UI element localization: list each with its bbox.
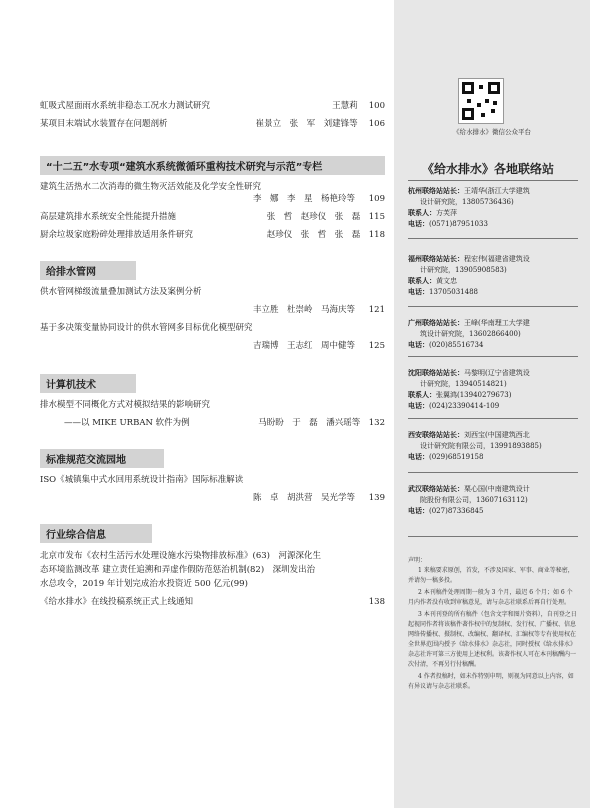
notice-item: 2 本刊稿件处理周期一般为 3 个月，最迟 6 个月；如 6 个月内作者没有收到审稿意见，请与杂志社联系后再自行处理。 xyxy=(408,589,573,606)
section-heading: 给排水管网 xyxy=(40,261,136,280)
news-line: 态环境监测改革 建立责任追溯和弄虚作假防范惩治机制(82) 深圳发出治 xyxy=(40,565,316,575)
notice-title: 声明： xyxy=(408,557,427,564)
toc-entry[interactable] xyxy=(40,229,385,241)
toc-title: 某项目末端试水装置存在问题剖析 xyxy=(40,119,168,129)
industry-news xyxy=(40,549,385,609)
toc-page: 138 xyxy=(368,597,385,607)
toc-entry[interactable] xyxy=(40,474,385,504)
toc-page: 125 xyxy=(368,341,385,351)
station-shenyang: 沈阳联络站站长：马黎明(辽宁省建筑设 计研究院，13940514821) 联系人：张翼鸿(13940279673) 电话：(024)23390414-109 xyxy=(408,369,530,410)
toc-page: 109 xyxy=(368,194,385,204)
toc-page: 139 xyxy=(368,493,385,503)
toc-authors: 张 哲 赵珍仪 张 磊 xyxy=(266,212,361,222)
station-guangzhou: 广州联络站站长：王峰(华南理工大学建 筑设计研究院，13602866400) 电话：(020)85516734 xyxy=(408,319,530,349)
toc-entry[interactable] xyxy=(40,399,385,429)
toc-authors: 王慧莉 xyxy=(332,101,358,111)
divider xyxy=(408,356,578,357)
station-xian: 西安联络站站长：刘西宝(中国建筑西北 设计研究院有限公司，13991893885) 电话：(029)68519158 xyxy=(408,431,542,461)
station-wuhan: 武汉联络站站长：栗心国(中南建筑设计 院股份有限公司，13607163112) 电话：(027)87336845 xyxy=(408,485,530,515)
table-of-contents xyxy=(40,100,385,609)
notice-item: 1 来稿要求原创，首发，不涉及国家、军事、商业等秘密，并请勿一稿多投。 xyxy=(408,567,574,584)
toc-page: 106 xyxy=(368,119,385,129)
news-line: 水总攻令，2019 年计划完成治水投资近 500 亿元(99) xyxy=(40,579,248,589)
toc-entry[interactable] xyxy=(40,595,385,609)
toc-entry[interactable] xyxy=(40,100,385,112)
sidebar-title: 《给水排水》各地联络站 xyxy=(422,162,555,176)
toc-title: 虹吸式屋面雨水系统非稳态工况水力测试研究 xyxy=(40,101,211,111)
qr-caption: 《给水排水》微信公众平台 xyxy=(453,128,531,136)
toc-entry[interactable] xyxy=(40,118,385,130)
toc-title: 基于多决策变量协同设计的供水管网多目标优化模型研究 xyxy=(40,323,253,333)
section-heading: 标准规范交流园地 xyxy=(40,449,164,468)
divider xyxy=(408,306,578,307)
section-heading: “十二五”水专项“建筑水系统微循环重构技术研究与示范”专栏 xyxy=(40,156,385,175)
toc-title: 供水管网梯级流量叠加测试方法及案例分析 xyxy=(40,287,202,297)
station-fuzhou: 福州联络站站长：程宏伟(福建省建筑设 计研究院，13905908583) 联系人：黄文忠 电话：13705031488 xyxy=(408,255,530,296)
notice-item: 4 作者投稿时，如未作特别申明，则视为同意以上内容，如有异议请与杂志社联系。 xyxy=(408,673,574,690)
toc-title: 建筑生活热水二次消毒的微生物灭活效能及化学安全性研究 xyxy=(40,182,262,192)
toc-page: 100 xyxy=(368,101,385,111)
divider xyxy=(408,418,578,419)
toc-title: ISO《城镇集中式水回用系统设计指南》国际标准解读 xyxy=(40,475,244,485)
toc-authors: 丰立胜 杜崇岭 马海庆等 xyxy=(252,305,355,315)
toc-title: 高层建筑排水系统安全性能提升措施 xyxy=(40,212,177,222)
toc-page: 118 xyxy=(368,230,385,240)
divider xyxy=(408,180,578,181)
station-hangzhou: 杭州联络站站长：王靖华(浙江大学建筑 设计研究院，13805736436) 联系人：方芙萍 电话：(0571)87951033 xyxy=(408,187,530,228)
toc-page: 121 xyxy=(368,305,385,315)
divider xyxy=(408,472,578,473)
section-heading: 计算机技术 xyxy=(40,374,136,393)
toc-authors: 吉瑞博 王志红 周中健等 xyxy=(252,341,355,351)
toc-title: 厨余垃圾家庭粉碎处理排放适用条件研究 xyxy=(40,230,194,240)
divider xyxy=(408,238,578,239)
news-line: 北京市发布《农村生活污水处理设施水污染物排放标准》(63) 河源深化生 xyxy=(40,551,321,561)
toc-subtitle: ——以 MIKE URBAN 软件为例 xyxy=(64,418,190,428)
sidebar xyxy=(394,0,590,808)
toc-page: 115 xyxy=(368,212,385,222)
notice-block xyxy=(408,556,578,694)
toc-entry[interactable] xyxy=(40,211,385,223)
toc-authors: 陈 卓 胡洪营 吴光学等 xyxy=(252,493,355,503)
toc-authors: 李 娜 李 星 杨艳玲等 xyxy=(252,194,355,204)
toc-authors: 马盼盼 于 磊 潘兴瑶等 xyxy=(258,418,361,428)
toc-entry[interactable] xyxy=(40,181,385,205)
notice-item: 3 本刊刊登的所有稿件（包含文字和图片资料），自刊登之日起视同作者将该稿件著作权中的复制权、发行权、广播权、信息网络传播权、摄制权、改编权、翻译权、汇编权等专有使用权在全世界范围内授予《给水排水》杂志社，同时授权《给水排水》杂志社许可第三方使用上述权利。该著作权人可在本刊稿酬内一次付清，不再另行付稿酬。 xyxy=(408,611,577,668)
toc-page: 132 xyxy=(368,418,385,428)
toc-authors: 赵珍仪 张 哲 张 磊 xyxy=(266,230,361,240)
divider xyxy=(408,536,578,537)
toc-title: 排水模型不同概化方式对模拟结果的影响研究 xyxy=(40,400,211,410)
toc-entry[interactable] xyxy=(40,286,385,316)
toc-title: 《给水排水》在线投稿系统正式上线通知 xyxy=(40,597,194,607)
toc-authors: 崔景立 张 军 刘建锋等 xyxy=(255,119,358,129)
section-heading: 行业综合信息 xyxy=(40,524,152,543)
toc-entry[interactable] xyxy=(40,322,385,352)
qr-code xyxy=(458,78,504,124)
